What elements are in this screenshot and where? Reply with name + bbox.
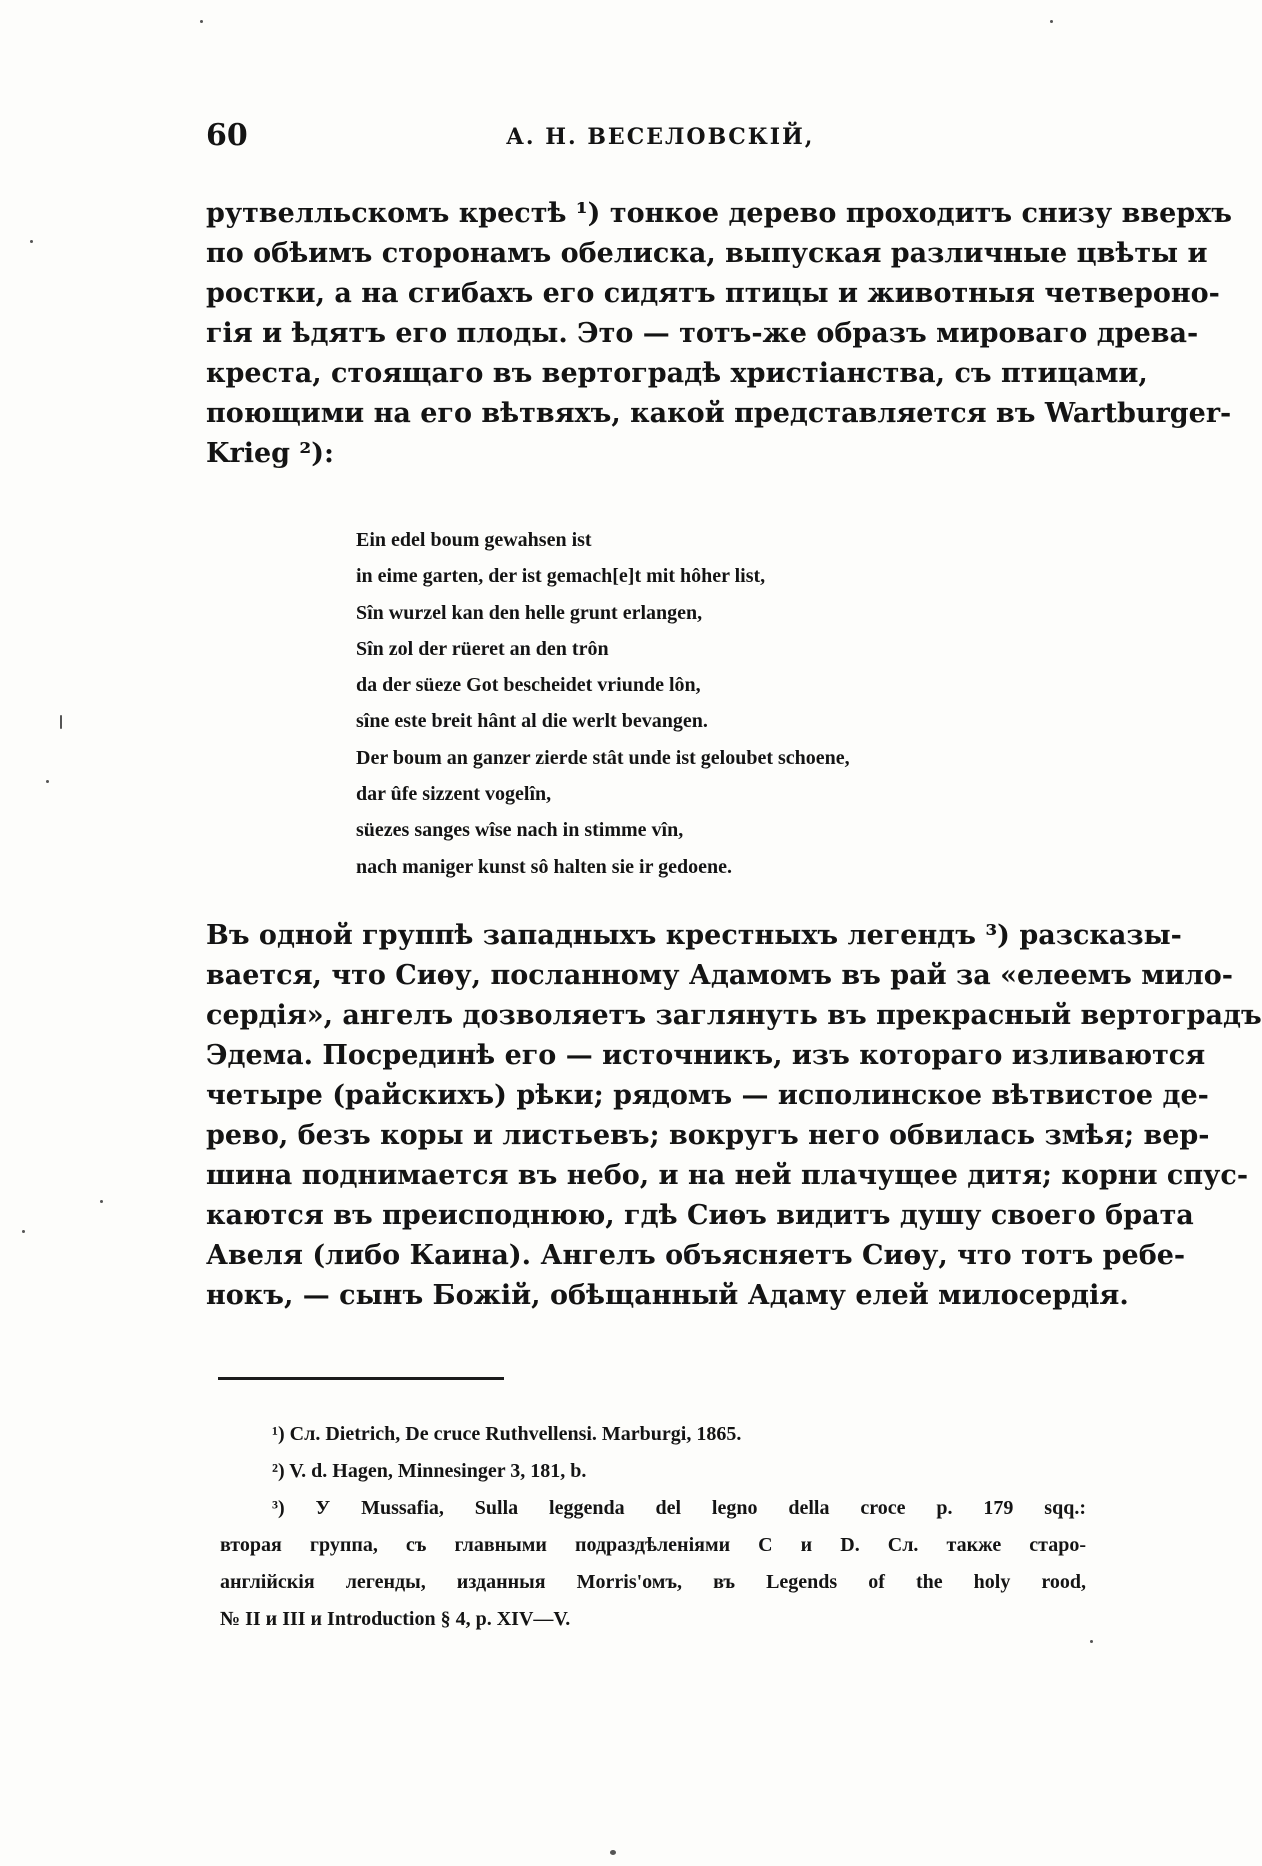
poem-quotation: [356, 522, 1076, 885]
page-header: [206, 118, 1086, 158]
text-line: сердія», ангелъ дозволяетъ заглянуть въ прекрасный вертоградъ: [206, 1000, 1262, 1031]
text-line: рутвелльскомъ крестѣ ¹) тонкое дерево проходитъ снизу вверхъ: [206, 198, 1232, 229]
scan-speck: [200, 20, 203, 23]
poem-line: da der süeze Got bescheidet vriunde lôn,: [356, 674, 701, 697]
footnote-3: ³) У Mussafia, Sulla leggenda del legno della croce p. 179 sqq.:: [272, 1497, 1086, 1519]
footnote-2: ²) V. d. Hagen, Minnesinger 3, 181, b.: [272, 1460, 587, 1482]
text-line: ростки, а на сгибахъ его сидятъ птицы и животныя четвероно-: [206, 278, 1220, 309]
text-line: Эдема. Посрединѣ его — источникъ, изъ котораго изливаются: [206, 1040, 1206, 1071]
scan-speck: [46, 780, 49, 783]
text-line: четыре (райскихъ) рѣки; рядомъ — исполинское вѣтвистое де-: [206, 1080, 1209, 1111]
text-line: поющими на его вѣтвяхъ, какой представляется въ Wartburger-: [206, 398, 1232, 429]
text-line: Krieg ²):: [206, 438, 334, 469]
poem-line: dar ûfe sizzent vogelîn,: [356, 783, 552, 806]
scan-speck: [22, 1230, 25, 1233]
paragraph-2: [206, 916, 1262, 1316]
poem-line: Sîn wurzel kan den helle grunt erlangen,: [356, 601, 703, 624]
poem-line: Der boum an ganzer zierde stât unde ist geloubet schoene,: [356, 746, 850, 769]
footnote-1: ¹) Сл. Dietrich, De cruce Ruthvellensi. Marburgi, 1865.: [272, 1423, 742, 1445]
text-line: креста, стоящаго въ вертоградѣ христіанства, съ птицами,: [206, 358, 1148, 389]
scan-speck: [100, 1200, 103, 1203]
footnotes: [220, 1416, 1086, 1638]
text-line: рево, безъ коры и листьевъ; вокругъ него обвилась змѣя; вер-: [206, 1120, 1210, 1151]
text-line: каются въ преисподнюю, гдѣ Сиѳъ видитъ душу своего брата: [206, 1200, 1194, 1231]
scan-speck: [60, 715, 62, 729]
footnote-3-continued: № II и III и Introduction § 4, p. XIV—V.: [220, 1608, 571, 1630]
poem-line: Sîn zol der rüeret an den trôn: [356, 637, 609, 660]
paragraph-1: [206, 194, 1232, 474]
text-line: по обѣимъ сторонамъ обелиска, выпуская различные цвѣты и: [206, 238, 1208, 269]
text-line: вается, что Сиѳу, посланному Адамомъ въ рай за «елеемъ мило-: [206, 960, 1233, 991]
poem-line: sîne este breit hânt al die werlt bevangen.: [356, 710, 708, 733]
footnote-3-continued: вторая группа, съ главными подраздѣленіями C и D. Сл. также старо-: [220, 1534, 1086, 1556]
poem-line: in eime garten, der ist gemach[e]t mit hôher list,: [356, 565, 766, 588]
footnote-3-continued: англійскія легенды, изданныя Morris'омъ, въ Legends of the holy rood,: [220, 1571, 1086, 1593]
text-line: Въ одной группѣ западныхъ крестныхъ легендъ ³) разсказы-: [206, 920, 1182, 951]
scan-speck: [1090, 1640, 1093, 1643]
text-line: Авеля (либо Каина). Ангелъ объясняетъ Сиѳу, что тотъ ребе-: [206, 1240, 1186, 1271]
poem-line: nach maniger kunst sô halten sie ir gedoene.: [356, 855, 732, 878]
text-line: гія и ѣдятъ его плоды. Это — тотъ-же образъ мироваго древа-: [206, 318, 1199, 349]
scan-speck: [610, 1850, 616, 1855]
page-number: 60: [206, 118, 248, 153]
poem-line: süezes sanges wîse nach in stimme vîn,: [356, 819, 684, 842]
running-head: А. Н. ВЕСЕЛОВСКІЙ,: [506, 124, 815, 150]
footnote-divider: [218, 1377, 504, 1380]
text-line: нокъ, — сынъ Божій, обѣщанный Адаму елей милосердія.: [206, 1280, 1129, 1311]
scan-speck: [30, 240, 33, 243]
poem-line: Ein edel boum gewahsen ist: [356, 529, 592, 551]
text-line: шина поднимается въ небо, и на ней плачущее дитя; корни спус-: [206, 1160, 1249, 1191]
scan-speck: [1050, 20, 1053, 23]
